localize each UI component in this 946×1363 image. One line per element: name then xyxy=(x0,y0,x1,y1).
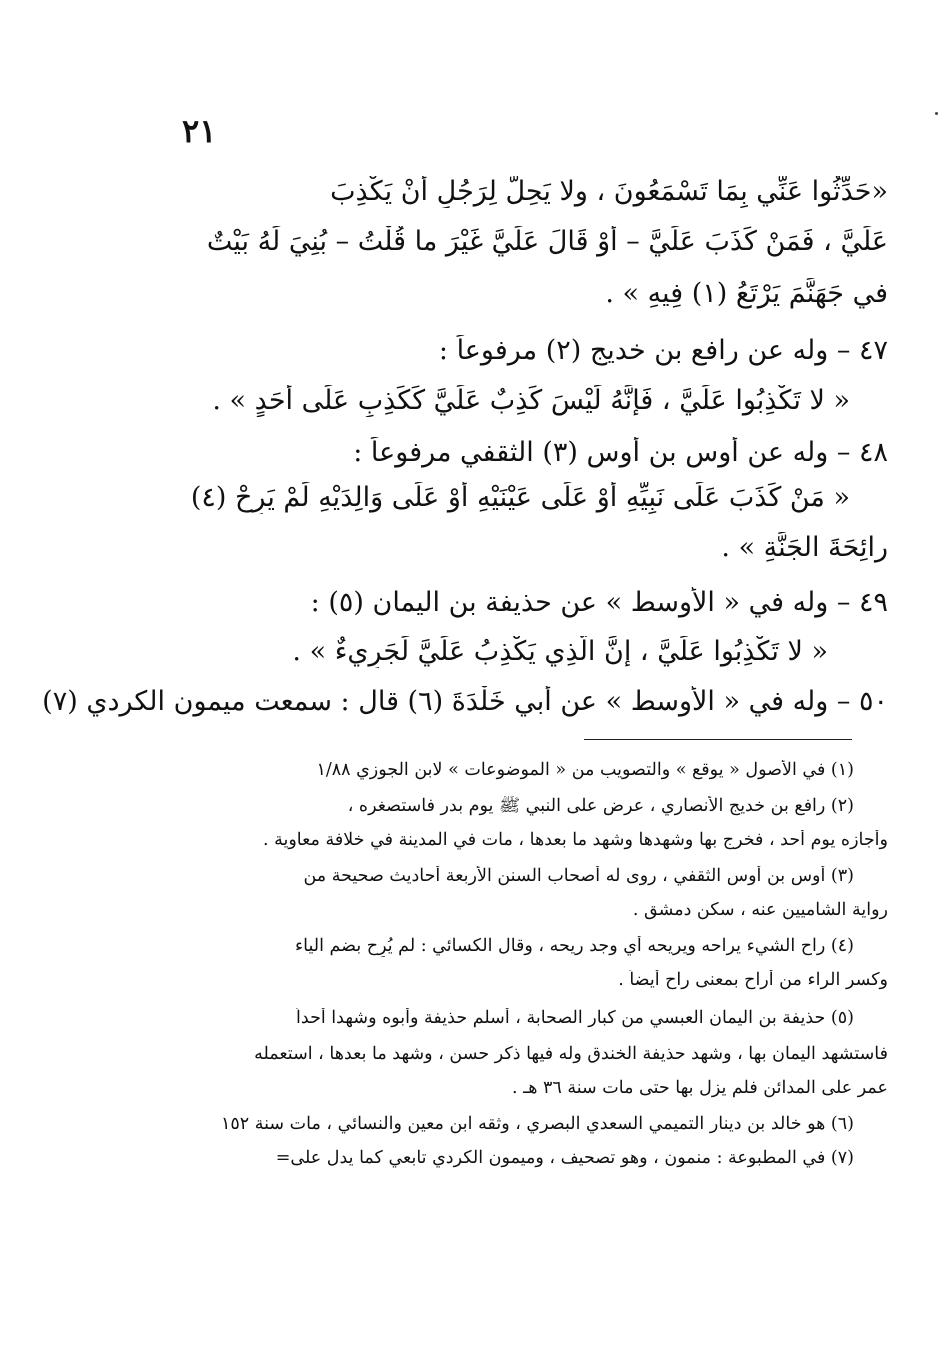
footnote-line: (٥) حذيفة بن اليمان العبسي من كبار الصحابة ، أسلم حذيفة وأبوه وشهدا أحداً xyxy=(296,1008,854,1028)
hadith-entry-49: ٤٩ – وله في « الأوسط » عن حذيفة بن اليمان (٥) : xyxy=(310,587,888,618)
footnote-line: (٤) راح الشيء يراحه ويريحه أي وجد ريحه ، وقال الكسائي : لم يُرِح بضم الياء xyxy=(294,936,854,956)
footnote-line: عمر على المدائن فلم يزل بها حتى مات سنة ٣٦ هـ . xyxy=(511,1078,888,1098)
hadith-entry-47: ٤٧ – وله عن رافع بن خديج (٢) مرفوعاً : xyxy=(438,335,888,366)
footnote-line: وكسر الراء من أراح بمعنى راح أيضاً . xyxy=(618,970,888,990)
footnote-divider xyxy=(584,739,852,740)
page-number: ٢١ xyxy=(182,112,217,150)
footnote-line: فاستشهد اليمان بها ، وشهد حذيفة الخندق وله فيها ذكر حسن ، وشهد ما بعدها ، استعمله xyxy=(254,1044,888,1064)
margin-mark xyxy=(935,112,938,115)
footnote-line: (٧) في المطبوعة : منمون ، وهو تصحيف ، وميمون الكردي تابعي كما يدل على= xyxy=(275,1148,854,1168)
footnote-line: (١) في الأصول « يوقع » والتصويب من « الموضوعات » لابن الجوزي ١/٨٨ xyxy=(316,760,854,780)
main-text-line: « لا تَكْذِبُوا عَلَيَّ ، إِنَّ الَّذِي يَكْذِبُ عَلَيَّ لَجَرِيءٌ » . xyxy=(292,636,828,667)
footnote-line: (٦) هو خالد بن دينار التميمي السعدي البصري ، وثقه ابن معين والنسائي ، مات سنة ١٥٢ xyxy=(221,1114,854,1134)
main-text-line: «حَدِّثُوا عَنِّي بِمَا تَسْمَعُونَ ، ولا يَحِلُّ لِرَجُلٍ أَنْ يَكْذِبَ xyxy=(330,176,888,207)
main-text-line: رائِحَةَ الجَنَّةِ » . xyxy=(721,532,888,563)
footnote-line: (٣) أوس بن أوس الثقفي ، روى له أصحاب السنن الأربعة أحاديث صحيحة من xyxy=(303,866,854,886)
main-text-line: في جَهَنَّمَ يَرْتَعُ (١) فِيهِ » . xyxy=(605,278,888,309)
main-text-line: « لا تَكْذِبُوا عَلَيَّ ، فَإِنَّهُ لَيْسَ كَذِبٌ عَلَيَّ كَكَذِبٍ عَلَى أَحَدٍ » . xyxy=(212,385,850,416)
footnote-line: وأجازه يوم أحد ، فخرج بها وشهدها وشهد ما بعدها ، مات في المدينة في خلافة معاوية . xyxy=(262,830,888,850)
main-text-line: « مَنْ كَذَبَ عَلَى نَبِيِّهِ أَوْ عَلَى عَيْنَيْهِ أَوْ عَلَى وَالِدَيْهِ لَمْ يَرِحْ (٤) xyxy=(190,482,850,513)
footnote-line: رواية الشاميين عنه ، سكن دمشق . xyxy=(632,900,888,920)
hadith-entry-48: ٤٨ – وله عن أوس بن أوس (٣) الثقفي مرفوعاً : xyxy=(353,437,888,468)
footnote-line: (٢) رافع بن خديج الأنصاري ، عرض على النبي ﷺ يوم بدر فاستصغره ، xyxy=(347,796,854,816)
main-text-line: عَلَيَّ ، فَمَنْ كَذَبَ عَلَيَّ – أَوْ قَالَ عَلَيَّ غَيْرَ ما قُلْتُ – بُنِيَ لَهُ بَيْتٌ xyxy=(206,226,888,257)
hadith-entry-50: ٥٠ – وله في « الأوسط » عن أبي خَلْدَةَ (٦) قال : سمعت ميمون الكردي (٧) xyxy=(42,686,888,717)
